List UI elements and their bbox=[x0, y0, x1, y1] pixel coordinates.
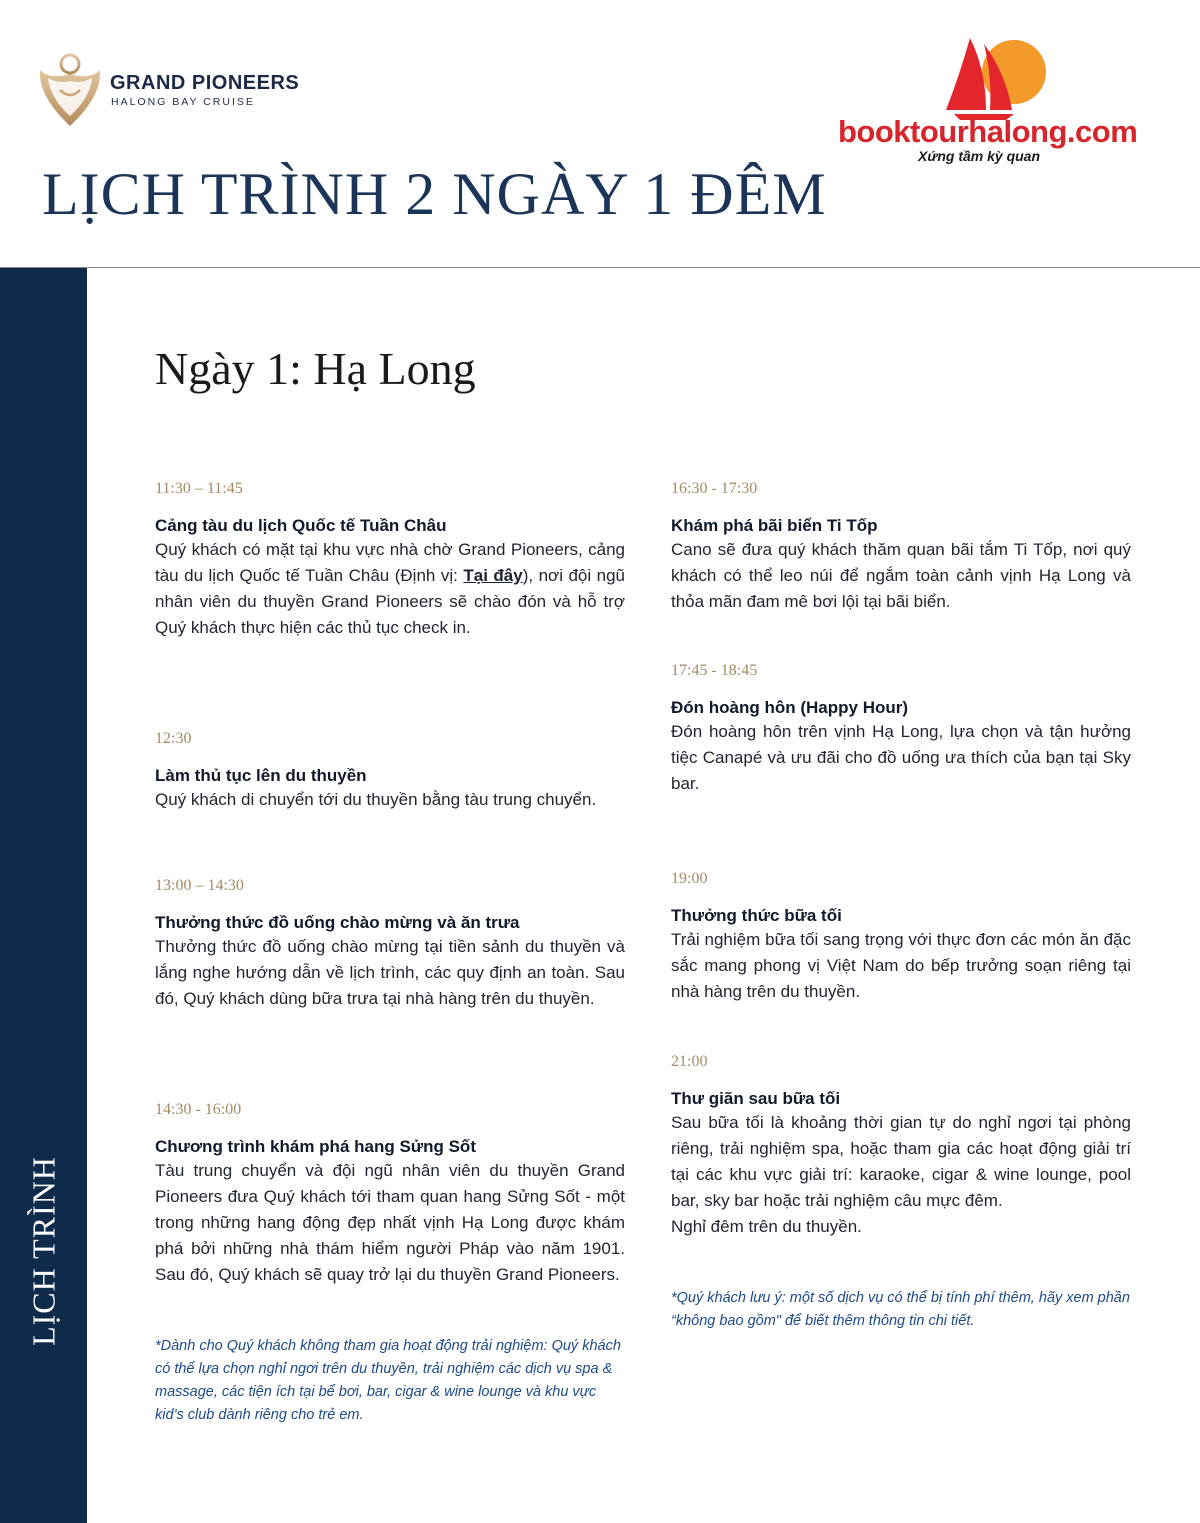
item-description: Tàu trung chuyển và đội ngũ nhân viên du thuyền Grand Pioneers đưa Quý khách tới tham quan hang Sửng Sốt - một trong những hang động đẹp nhất vịnh Hạ Long được khám phá bởi những nhà thám hiểm người Pháp vào năm 1901. Sau đó, Quý khách sẽ quay trở lại du thuyền Grand Pioneers. bbox=[155, 1161, 625, 1284]
partner-name: booktourhalong.com bbox=[838, 114, 1138, 149]
location-link[interactable]: Tại đây bbox=[463, 566, 523, 585]
item-title: Làm thủ tục lên du thuyền bbox=[155, 766, 367, 785]
item-description-text: Quý khách có mặt tại khu vực nhà chờ Grand Pioneers, cảng tàu du lịch Quốc tế Tuần Châu (Định vị: bbox=[155, 540, 625, 585]
item-time: 11:30 – 11:45 bbox=[155, 480, 243, 497]
sidebar-label: LỊCH TRÌNH bbox=[25, 1156, 62, 1346]
day-title: Ngày 1: Hạ Long bbox=[155, 343, 476, 394]
item-title: Đón hoàng hôn (Happy Hour) bbox=[671, 698, 909, 717]
right-column bbox=[671, 0, 1131, 1523]
schedule-item bbox=[671, 661, 1131, 797]
item-time: 14:30 - 16:00 bbox=[155, 1101, 242, 1118]
left-column bbox=[155, 0, 625, 1523]
item-description: Trải nghiệm bữa tối sang trọng với thực đơn các món ăn đặc sắc mang phong vị Việt Nam do bếp trưởng soạn riêng tại nhà hàng trên du thuyền. bbox=[671, 930, 1131, 1001]
item-description: Quý khách di chuyển tới du thuyền bằng tàu trung chuyển. bbox=[155, 790, 597, 809]
item-description: Cano sẽ đưa quý khách thăm quan bãi tắm Ti Tốp, nơi quý khách có thể leo núi để ngắm toàn cảnh vịnh Hạ Long và thỏa mãn đam mê bơi lội tại bãi biển. bbox=[671, 540, 1131, 611]
schedule-item bbox=[671, 479, 1131, 615]
page-title: LỊCH TRÌNH 2 NGÀY 1 ĐÊM bbox=[42, 161, 827, 227]
item-description-text: ), nơi đội ngũ nhân viên du thuyền Grand Pioneers sẽ chào đón và hỗ trợ Quý khách thực hiện các thủ tục check in. bbox=[155, 566, 626, 637]
anchor-crest-icon bbox=[34, 34, 106, 130]
sidebar bbox=[0, 268, 87, 1523]
item-title: Thưởng thức bữa tối bbox=[671, 906, 842, 925]
item-time: 13:00 – 14:30 bbox=[155, 877, 244, 894]
left-note: *Dành cho Quý khách không tham gia hoạt động trải nghiệm: Quý khách có thể lựa chọn nghỉ ngơi trên du thuyền, trải nghiệm các dịch vụ spa & massage, các tiện ích tại bể bơi, bar, cigar & wine lounge và khu vực kid’s club dành riêng cho trẻ em. bbox=[155, 1338, 621, 1423]
item-time: 12:30 bbox=[155, 730, 192, 747]
item-time: 16:30 - 17:30 bbox=[671, 480, 758, 497]
brand-name: GRAND PIONEERS bbox=[110, 72, 300, 94]
brand-tagline: HALONG BAY CRUISE bbox=[111, 96, 255, 108]
schedule-item bbox=[155, 729, 625, 813]
item-time: 21:00 bbox=[671, 1053, 708, 1070]
item-description: Thưởng thức đồ uống chào mừng tại tiền sảnh du thuyền và lắng nghe hướng dẫn về lịch trình, các quy định an toàn. Sau đó, Quý khách dùng bữa trưa tại nhà hàng trên du thuyền. bbox=[155, 937, 625, 1008]
schedule-item bbox=[671, 869, 1131, 1005]
item-description: Sau bữa tối là khoảng thời gian tự do nghỉ ngơi tại phòng riêng, trải nghiệm spa, hoặc tham gia các hoạt động giải trí tại các khu vực giải trí: karaoke, cigar & wine lounge, pool bar, sky bar hoặc trải nghiệm câu mực đêm. bbox=[671, 1113, 1131, 1210]
item-description-extra: Nghỉ đêm trên du thuyền. bbox=[671, 1217, 862, 1236]
item-description bbox=[155, 537, 625, 641]
item-title: Thưởng thức đồ uống chào mừng và ăn trưa bbox=[155, 913, 520, 932]
schedule-item bbox=[155, 1100, 625, 1288]
schedule-item bbox=[155, 479, 625, 641]
partner-slogan: Xứng tầm kỳ quan bbox=[918, 148, 1041, 164]
item-title: Chương trình khám phá hang Sửng Sốt bbox=[155, 1137, 476, 1156]
schedule-item bbox=[671, 1052, 1131, 1240]
item-title: Khám phá bãi biển Ti Tốp bbox=[671, 516, 878, 535]
item-title: Thư giãn sau bữa tối bbox=[671, 1089, 841, 1108]
schedule-item bbox=[155, 876, 625, 1012]
right-note: *Quý khách lưu ý: một số dịch vụ có thể bị tính phí thêm, hãy xem phần “không bao gồm" để biết thêm thông tin chi tiết. bbox=[671, 1290, 1130, 1329]
item-time: 17:45 - 18:45 bbox=[671, 662, 758, 679]
item-time: 19:00 bbox=[671, 870, 708, 887]
item-title: Cảng tàu du lịch Quốc tế Tuần Châu bbox=[155, 516, 447, 535]
item-description: Đón hoàng hôn trên vịnh Hạ Long, lựa chọn và tận hưởng tiệc Canapé và ưu đãi cho đồ uống ưa thích của bạn tại Sky bar. bbox=[671, 722, 1131, 793]
